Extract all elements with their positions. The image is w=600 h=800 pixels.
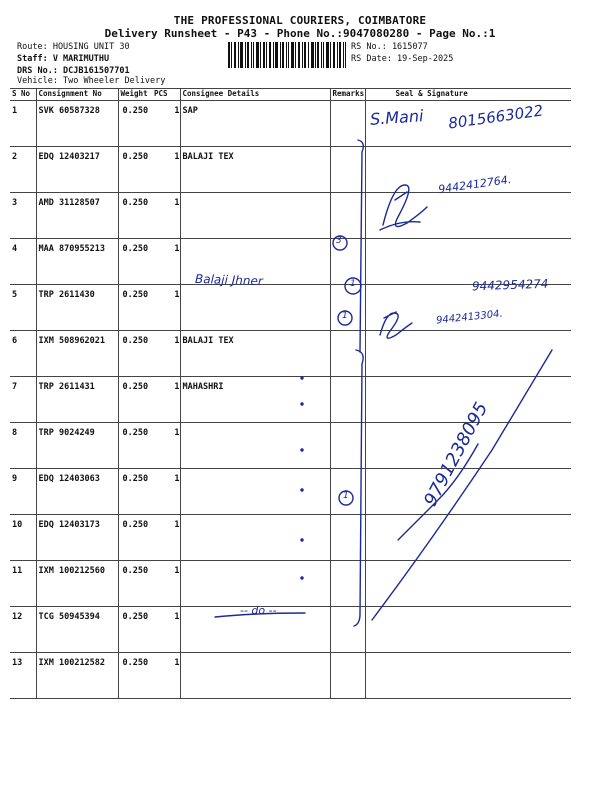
- signature-name-row1: S.Mani: [369, 106, 425, 129]
- col-remarks-header: Remarks: [330, 89, 365, 101]
- row-consignment-no: IXM 508962021: [36, 331, 118, 377]
- row-consignment-no: MAA 870955213: [36, 239, 118, 285]
- row-weight: 0.250: [118, 653, 152, 699]
- row-pcs: 1: [152, 377, 180, 423]
- remark-text-row4: 3: [336, 236, 342, 246]
- row-weight: 0.250: [118, 285, 152, 331]
- row-consignment-no: TRP 9024249: [36, 423, 118, 469]
- ink-dot: [301, 449, 303, 451]
- row-sno: 6: [10, 331, 36, 377]
- signature-phone-large: 9791238095: [420, 398, 493, 510]
- col-sno-header: S No: [10, 89, 36, 101]
- company-title: THE PROFESSIONAL COURIERS, COIMBATORE: [173, 14, 427, 27]
- row-weight: 0.250: [118, 193, 152, 239]
- signature-diagonal-line: [372, 350, 552, 620]
- row-pcs: 1: [152, 285, 180, 331]
- row-consignment-no: IXM 100212582: [36, 653, 118, 699]
- signature-phone-row3: 9442412764.: [437, 172, 513, 197]
- row-weight: 0.250: [118, 607, 152, 653]
- route-label: Route: HOUSING UNIT 30: [17, 42, 130, 52]
- row-consignment-no: EDQ 12403217: [36, 147, 118, 193]
- consignee-handwritten-row5: Balaji Jhner: [194, 271, 264, 289]
- row-pcs: 1: [152, 331, 180, 377]
- row-pcs: 1: [152, 193, 180, 239]
- row-sno: 1: [10, 101, 36, 147]
- row-pcs: 1: [152, 653, 180, 699]
- row-consignment-no: TRP 2611431: [36, 377, 118, 423]
- row-sno: 8: [10, 423, 36, 469]
- rs-date: RS Date: 19-Sep-2025: [351, 54, 454, 64]
- remark-text-row10: 1: [343, 491, 349, 501]
- row-consignment-no: IXM 100212560: [36, 561, 118, 607]
- row-pcs: 1: [152, 101, 180, 147]
- col-signature-header: Seal & Signature: [365, 89, 571, 101]
- row-sno: 7: [10, 377, 36, 423]
- row-weight: 0.250: [118, 423, 152, 469]
- row-sno: 13: [10, 653, 36, 699]
- bracket-line-top: [358, 140, 363, 352]
- signature-phone-row1: 8015663022: [447, 101, 545, 133]
- row-weight: 0.250: [118, 515, 152, 561]
- vehicle-label: Vehicle: Two Wheeler Delivery: [17, 76, 166, 86]
- row-consignee: BALAJI TEX: [180, 331, 330, 377]
- row-sno: 2: [10, 147, 36, 193]
- row-consignment-no: TRP 2611430: [36, 285, 118, 331]
- row-sno: 12: [10, 607, 36, 653]
- ditto-mark-row13: -- do --: [240, 604, 277, 617]
- row-sno: 9: [10, 469, 36, 515]
- col-pcs-header: PCS: [152, 89, 180, 101]
- row-weight: 0.250: [118, 147, 152, 193]
- row-consignee: SAP: [180, 101, 330, 147]
- row-pcs: 1: [152, 423, 180, 469]
- row-weight: 0.250: [118, 239, 152, 285]
- row-weight: 0.250: [118, 561, 152, 607]
- row-consignment-no: EDQ 12403063: [36, 469, 118, 515]
- drs-number: DRS No.: DCJB161507701: [17, 66, 130, 76]
- row-pcs: 1: [152, 561, 180, 607]
- row-sno: 4: [10, 239, 36, 285]
- row-pcs: 1: [152, 239, 180, 285]
- row-consignee: MAHASHRI: [180, 377, 330, 423]
- signature-mark-row3: [380, 185, 427, 230]
- ink-dot: [301, 377, 303, 379]
- remark-text-row5: 1: [350, 279, 356, 289]
- col-weight-header: Weight: [118, 89, 152, 101]
- row-sno: 10: [10, 515, 36, 561]
- bracket-line-bottom: [354, 350, 363, 626]
- row-weight: 0.250: [118, 101, 152, 147]
- row-consignment-no: AMD 31128507: [36, 193, 118, 239]
- ink-dot: [301, 577, 303, 579]
- row-pcs: 1: [152, 515, 180, 561]
- row-weight: 0.250: [118, 377, 152, 423]
- row-consignee: BALAJI TEX: [180, 147, 330, 193]
- row-consignment-no: EDQ 12403173: [36, 515, 118, 561]
- row-pcs: 1: [152, 469, 180, 515]
- row-sno: 3: [10, 193, 36, 239]
- row-sno: 5: [10, 285, 36, 331]
- row-weight: 0.250: [118, 469, 152, 515]
- ink-dot: [301, 489, 303, 491]
- row-weight: 0.250: [118, 331, 152, 377]
- rs-number: RS No.: 1615077: [351, 42, 428, 52]
- ink-dot: [301, 539, 303, 541]
- col-consignee-header: Consignee Details: [180, 89, 330, 101]
- row-pcs: 1: [152, 147, 180, 193]
- remark-text-row6: 1: [342, 311, 348, 321]
- col-consignment-header: Consignment No: [36, 89, 118, 101]
- row-sno: 11: [10, 561, 36, 607]
- staff-label: Staff: V MARIMUTHU: [17, 54, 110, 64]
- row-pcs: 1: [152, 607, 180, 653]
- ink-dot: [301, 403, 303, 405]
- row-consignment-no: TCG 50945394: [36, 607, 118, 653]
- runsheet-subtitle: Delivery Runsheet - P43 - Phone No.:9047080280 - Page No.:1: [104, 27, 496, 40]
- signature-phone-row6: 9442413304.: [435, 308, 504, 327]
- signature-phone-row5: 9442954274: [471, 276, 549, 294]
- row-consignment-no: SVK 60587328: [36, 101, 118, 147]
- signature-mark-row6: [380, 312, 412, 338]
